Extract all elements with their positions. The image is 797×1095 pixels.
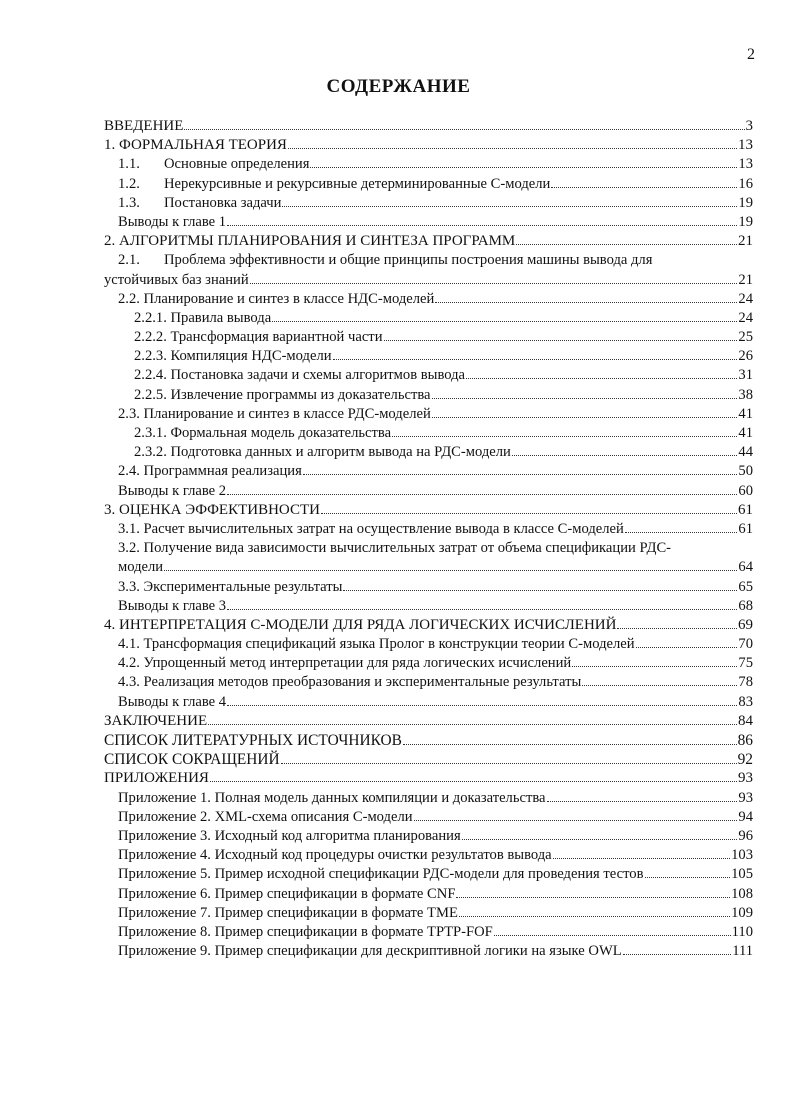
dot-leader	[456, 897, 730, 898]
toc-entry-page: 38	[738, 386, 753, 403]
toc-entry-3-2-continuation[interactable]	[104, 559, 753, 578]
toc-entry-conclusions-1[interactable]	[104, 214, 753, 233]
toc-entry-2-3[interactable]	[104, 406, 753, 425]
dot-leader	[547, 801, 738, 802]
toc-entry-text: СПИСОК ЛИТЕРАТУРНЫХ ИСТОЧНИКОВ	[104, 732, 402, 749]
toc-entry-number: 1.2.	[118, 175, 140, 192]
dot-leader	[553, 858, 730, 859]
toc-entry-4-2[interactable]	[104, 655, 753, 674]
dot-leader	[414, 820, 738, 821]
toc-entry-page: 24	[738, 309, 753, 326]
dot-leader	[303, 474, 738, 475]
dot-leader	[227, 609, 737, 610]
toc-entry-page: 44	[738, 444, 753, 461]
toc-entry-page: 84	[738, 712, 753, 729]
toc-entry-chapter-3[interactable]	[104, 502, 753, 521]
toc-entry-appendices[interactable]	[104, 770, 753, 789]
dot-leader	[321, 513, 737, 514]
toc-entry-appendix-3[interactable]	[104, 828, 753, 847]
dot-leader	[210, 781, 737, 782]
toc-entry-2-3-2[interactable]	[104, 444, 753, 463]
toc-entry-conclusions-3[interactable]	[104, 598, 753, 617]
toc-entry-4-3[interactable]	[104, 674, 753, 693]
toc-entry-text-continuation: модели	[118, 559, 164, 576]
toc-entry-chapter-4[interactable]	[104, 617, 753, 636]
toc-entry-text: Приложение 4. Исходный код процедуры очистки результатов вывода	[118, 847, 552, 864]
toc-entry-page: 21	[738, 233, 753, 250]
dot-leader	[582, 685, 737, 686]
toc-entry-2-2-4[interactable]	[104, 367, 753, 386]
toc-entry-page: 93	[738, 789, 753, 806]
toc-entry-text: Проблема эффективности и общие принципы построения машины вывода для	[164, 252, 653, 269]
dot-leader	[250, 283, 738, 284]
toc-entry-text: Постановка задачи	[164, 194, 282, 211]
page-number: 2	[747, 46, 755, 63]
toc-entry-text: 2.2.3. Компиляция НДС-модели	[134, 348, 332, 365]
dot-leader	[494, 935, 731, 936]
toc-entry-page: 19	[738, 194, 753, 211]
toc-entry-text: 2.2.1. Правила вывода	[134, 309, 272, 326]
toc-entry-text: Приложение 1. Полная модель данных компиляции и доказательства	[118, 789, 546, 806]
toc-entry-text: 2.2.5. Извлечение программы из доказательства	[134, 386, 431, 403]
toc-entry-page: 103	[731, 847, 753, 864]
dot-leader	[432, 417, 738, 418]
toc-entry-page: 69	[738, 616, 753, 633]
toc-entry-text: ПРИЛОЖЕНИЯ	[104, 770, 209, 787]
toc-entry-1-1[interactable]	[104, 156, 753, 175]
toc-entry-page: 96	[738, 827, 753, 844]
toc-entry-text: Приложение 7. Пример спецификации в формате TME	[118, 904, 458, 921]
toc-entry-text: Приложение 5. Пример исходной спецификации РДС-модели для проведения тестов	[118, 866, 644, 883]
toc-entry-number: 1.1.	[118, 156, 140, 173]
toc-entry-text: Приложение 8. Пример спецификации в формате TPTP-FOF	[118, 923, 493, 940]
toc-entry-text: 2.2.2. Трансформация вариантной части	[134, 329, 383, 346]
toc-entry-page: 61	[738, 501, 753, 518]
dot-leader	[282, 206, 737, 207]
toc-entry-page: 13	[738, 156, 753, 173]
dot-leader	[435, 302, 737, 303]
dot-leader	[227, 705, 737, 706]
toc-entry-abbreviations[interactable]	[104, 751, 753, 770]
dot-leader	[164, 570, 737, 571]
toc-entry-page: 60	[738, 482, 753, 499]
dot-leader	[516, 244, 737, 245]
toc-entry-text: 4.2. Упрощенный метод интерпретации для ряда логических исчислений	[118, 655, 572, 672]
toc-entry-page: 108	[731, 885, 753, 902]
toc-entry-text: 2. АЛГОРИТМЫ ПЛАНИРОВАНИЯ И СИНТЕЗА ПРОГРАММ	[104, 233, 516, 250]
toc-entry-page: 50	[738, 463, 753, 480]
toc-entry-appendix-5[interactable]	[104, 866, 753, 885]
toc-entry-page: 24	[738, 290, 753, 307]
toc-entry-text: Приложение 3. Исходный код алгоритма планирования	[118, 827, 461, 844]
toc-entry-page: 75	[738, 655, 753, 672]
dot-leader	[645, 877, 731, 878]
dot-leader	[512, 455, 738, 456]
toc-entry-text: Приложение 9. Пример спецификации для дескриптивной логики на языке OWL	[118, 943, 622, 960]
toc-entry-number: 2.1.	[118, 252, 140, 269]
toc-entry-page: 21	[738, 271, 753, 288]
toc-entry-2-1[interactable]	[104, 252, 753, 271]
toc-entry-2-2[interactable]	[104, 291, 753, 310]
toc-entry-text: Выводы к главе 3	[118, 597, 227, 614]
toc-entry-conclusion[interactable]	[104, 713, 753, 732]
toc-entry-3-2[interactable]	[104, 540, 753, 559]
dot-leader	[227, 494, 737, 495]
toc-entry-2-2-5[interactable]	[104, 387, 753, 406]
dot-leader	[281, 763, 737, 764]
toc-entry-page: 19	[738, 213, 753, 230]
toc-entry-text: Выводы к главе 1	[118, 213, 227, 230]
toc-entry-text: 2.2.4. Постановка задачи и схемы алгоритмов вывода	[134, 367, 466, 384]
dot-leader	[208, 724, 737, 725]
toc-entry-page: 78	[738, 674, 753, 691]
toc-entry-text: 2.2. Планирование и синтез в классе НДС-моделей	[118, 290, 435, 307]
toc-entry-page: 83	[738, 693, 753, 710]
dot-leader	[403, 744, 737, 745]
toc-entry-text: Нерекурсивные и рекурсивные детерминированные С-модели	[164, 175, 551, 192]
toc-entry-page: 65	[738, 578, 753, 595]
toc-entry-appendix-1[interactable]	[104, 790, 753, 809]
toc-entry-page: 68	[738, 597, 753, 614]
toc-entry-2-2-1[interactable]	[104, 310, 753, 329]
toc-entry-chapter-2[interactable]	[104, 233, 753, 252]
toc-entry-text: 2.3. Планирование и синтез в классе РДС-моделей	[118, 405, 431, 422]
dot-leader	[551, 187, 737, 188]
toc-entry-4-1[interactable]	[104, 636, 753, 655]
dot-leader	[272, 321, 737, 322]
toc-entry-text: 4.1. Трансформация спецификаций языка Пролог в конструкции теории С-моделей	[118, 636, 635, 653]
toc-entry-text: Выводы к главе 4	[118, 693, 227, 710]
toc-entry-text: 4. ИНТЕРПРЕТАЦИЯ С-МОДЕЛИ ДЛЯ РЯДА ЛОГИЧЕСКИХ ИСЧИСЛЕНИЙ	[104, 616, 617, 633]
toc-entry-appendix-6[interactable]	[104, 886, 753, 905]
toc-entry-references[interactable]	[104, 732, 753, 751]
dot-leader	[623, 954, 732, 955]
toc-entry-1-2[interactable]	[104, 176, 753, 195]
toc-entry-text: 3.1. Расчет вычислительных затрат на осуществление вывода в классе С-моделей	[118, 520, 624, 537]
dot-leader	[636, 647, 738, 648]
toc-entry-text: ЗАКЛЮЧЕНИЕ	[104, 712, 208, 729]
toc-entry-text: Основные определения	[164, 156, 310, 173]
dot-leader	[617, 628, 737, 629]
toc-entry-page: 109	[731, 904, 753, 921]
toc-entry-text: 2.3.1. Формальная модель доказательства	[134, 425, 392, 441]
dot-leader	[310, 167, 737, 168]
toc-entry-page: 70	[738, 636, 753, 653]
toc-entry-2-2-2[interactable]	[104, 329, 753, 348]
toc-entry-appendix-8[interactable]	[104, 924, 753, 943]
toc-entry-page: 111	[732, 943, 753, 960]
toc-entry-page: 61	[738, 520, 753, 537]
toc-entry-text: Выводы к главе 2	[118, 482, 227, 499]
toc-entry-text: Приложение 2. XML-схема описания С-модели	[118, 808, 413, 825]
dot-leader	[343, 590, 737, 591]
dot-leader	[466, 378, 737, 379]
dot-leader	[462, 839, 738, 840]
toc-entry-conclusions-2[interactable]	[104, 483, 753, 502]
toc-entry-text: 2.4. Программная реализация	[118, 463, 302, 480]
toc-entry-text: 3.3. Экспериментальные результаты	[118, 578, 343, 595]
dot-leader	[625, 532, 738, 533]
toc-entry-text: 2.3.2. Подготовка данных и алгоритм вывода на РДС-модели	[134, 444, 511, 461]
toc-entry-page: 105	[731, 866, 753, 883]
toc-entry-page: 110	[731, 923, 753, 940]
toc-entry-page: 92	[737, 751, 753, 769]
toc-entry-page: 3	[745, 118, 753, 134]
toc-entry-page: 94	[738, 808, 753, 825]
dot-leader	[184, 129, 744, 130]
toc-entry-2-1-continuation[interactable]	[104, 272, 753, 291]
toc-entry-2-4[interactable]	[104, 463, 753, 482]
toc-entry-2-3-1[interactable]	[104, 425, 753, 444]
dot-leader	[432, 398, 738, 399]
dot-leader	[333, 359, 738, 360]
toc-entry-text: СПИСОК СОКРАЩЕНИЙ	[104, 751, 280, 769]
dot-leader	[288, 148, 737, 149]
dot-leader	[459, 916, 730, 917]
toc-entry-appendix-4[interactable]	[104, 847, 753, 866]
toc-entry-appendix-9[interactable]	[104, 943, 753, 962]
dot-leader	[572, 666, 737, 667]
toc-entry-conclusions-4[interactable]	[104, 694, 753, 713]
toc-entry-text: 3.2. Получение вида зависимости вычислительных затрат от объема спецификации РДС-	[118, 540, 672, 557]
toc-entry-page: 16	[738, 175, 753, 192]
toc-entry-text-continuation: устойчивых баз знаний	[104, 271, 249, 288]
toc-entry-3-3[interactable]	[104, 579, 753, 598]
toc-entry-1-3[interactable]	[104, 195, 753, 214]
toc-entry-text: Приложение 6. Пример спецификации в формате CNF	[118, 885, 456, 902]
toc-entry-appendix-7[interactable]	[104, 905, 753, 924]
toc-entry-text: ВВЕДЕНИЕ	[104, 118, 184, 134]
toc-entry-text: 1. ФОРМАЛЬНАЯ ТЕОРИЯ	[104, 137, 287, 154]
dot-leader	[392, 436, 737, 437]
dot-leader	[227, 225, 737, 226]
toc-entry-page: 41	[738, 425, 753, 441]
toc-entry-chapter-1[interactable]	[104, 137, 753, 156]
toc-entry-page: 64	[738, 559, 753, 576]
toc-entry-page: 25	[738, 329, 753, 346]
toc-entry-text: 3. ОЦЕНКА ЭФФЕКТИВНОСТИ	[104, 501, 320, 518]
toc-entry-text: 4.3. Реализация методов преобразования и экспериментальные результаты	[118, 674, 582, 691]
toc-entry-3-1[interactable]	[104, 521, 753, 540]
dot-leader	[384, 340, 738, 341]
toc-entry-page: 13	[738, 137, 753, 154]
toc-entry-number: 1.3.	[118, 194, 140, 211]
toc-entry-2-2-3[interactable]	[104, 348, 753, 367]
page-title: СОДЕРЖАНИЕ	[326, 76, 471, 97]
toc-entry-page: 31	[738, 367, 753, 384]
table-of-contents	[104, 118, 753, 962]
toc-entry-page: 26	[738, 348, 753, 365]
toc-entry-page: 41	[738, 405, 753, 422]
toc-entry-introduction[interactable]	[104, 118, 753, 137]
toc-entry-page: 86	[737, 732, 753, 749]
toc-entry-appendix-2[interactable]	[104, 809, 753, 828]
toc-entry-page: 93	[738, 770, 753, 787]
